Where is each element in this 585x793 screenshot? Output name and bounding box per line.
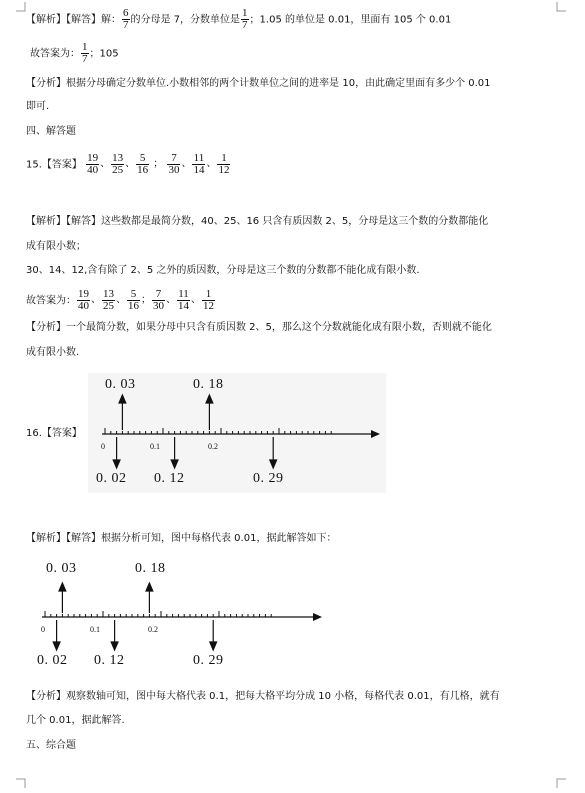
fraction-11-14: $\frac{11}{14}$ [193, 152, 205, 176]
nl2-label-0-02: 0. 02 [37, 653, 68, 668]
fraction-1-7-answer: $\frac{1}{7}$ [82, 41, 88, 65]
fraction-7-30: $\frac{7}{30}$ [168, 152, 180, 176]
nl2-label-0-12: 0. 12 [94, 653, 125, 668]
nl2-tick-0: 0 [41, 625, 45, 634]
fenxi-q14-line2: 即可. [26, 101, 50, 112]
fraction-1-12: $\frac{1}{12}$ [218, 152, 230, 176]
fenxi-q16-line1: 【分析】观察数轴可知，图中每大格代表 0.1，把每大格平均分成 10 小格，每格代表 0.01，有几格，就有 [26, 691, 500, 702]
analysis-q16: 【解析】【解答】根据分析可知，图中每格代表 0.01，据此解答如下： [26, 533, 337, 544]
fraction-6-7: $\frac{6}{7}$ [123, 7, 129, 31]
nl1-label-0-02: 0. 02 [96, 471, 127, 486]
nl1-tick-0: 0 [101, 442, 105, 451]
analysis-q14-mid: 的分母是 7，分数单位是 [130, 14, 241, 26]
fenxi-q15-line1: 【分析】一个最简分数，如果分母中只含有质因数 2、5，那么这个分数就能化成有限小数，否则就不能化 [26, 322, 492, 333]
nl1-label-0-12: 0. 12 [154, 471, 185, 486]
nl2-tick-0-1: 0.1 [90, 625, 100, 634]
analysis-q15-line3: 30、14、12,含有除了 2、5 之外的质因数，分母是这三个数的分数都不能化成有限小数. [26, 265, 420, 276]
fraction-11-14-b: $\frac{11}{14}$ [178, 288, 189, 312]
answer-q14 [30, 42, 119, 65]
fenxi-q15-line2: 成有限小数. [26, 347, 80, 358]
fraction-5-16: $\frac{5}{16}$ [137, 152, 149, 176]
section-heading-5: 五、综合题 [26, 740, 76, 751]
nl1-label-0-18: 0. 18 [193, 377, 224, 392]
number-line-answer [88, 373, 386, 493]
nl2-label-0-18: 0. 18 [135, 561, 166, 576]
nl1-label-0-03: 0. 03 [105, 377, 136, 392]
answer-q15-repeat: 故答案为： $\frac{19}{40}$ 、 $\frac{13}{25}$ 、 $\frac{5}{16}$ ； $\frac{7}{30}$ 、 $\frac{11}{14}$ 、 $\frac{1}{12}$ [26, 288, 214, 312]
fraction-1-7: $\frac{1}{7}$ [242, 7, 248, 31]
answer-q15-prefix: 故答案为： [26, 295, 76, 307]
fraction-19-40-b: $\frac{19}{40}$ [78, 288, 89, 312]
analysis-q15-line2: 成有限小数； [26, 241, 86, 252]
analysis-q14-rest: ；1.05 的单位是 0.01，里面有 105 个 0.01 [249, 14, 452, 26]
nl1-tick-0-1: 0.1 [150, 442, 160, 451]
fraction-1-12-b: $\frac{1}{12}$ [203, 288, 214, 312]
corner-mark-top-right [556, 2, 566, 12]
corner-mark-bottom-left [16, 778, 26, 788]
section-heading-4: 四、解答题 [26, 126, 76, 137]
corner-mark-bottom-right [556, 778, 566, 788]
q16-label: 16.【答案】 [26, 428, 82, 439]
fenxi-q14-line1: 【分析】根据分母确定分数单位.小数相邻的两个计数单位之间的进率是 10，由此确定里面有多少个 0.01 [26, 78, 491, 89]
answer-q15: 15.【答案】 $\frac{19}{40}$ 、 $\frac{13}{25}$ 、 $\frac{5}{16}$ ； $\frac{7}{30}$ 、 $\frac{11}{14}$ 、 $\frac{1}{12}$ [26, 152, 230, 176]
q15-label: 15.【答案】 [26, 159, 82, 171]
nl2-tick-0-2: 0.2 [148, 625, 158, 634]
fenxi-q16-line2: 几个 0.01，据此解答. [26, 715, 125, 726]
corner-mark-top-left [16, 2, 26, 12]
fraction-13-25: $\frac{13}{25}$ [112, 152, 124, 176]
fraction-5-16-b: $\frac{5}{16}$ [128, 288, 139, 312]
analysis-q14 [26, 8, 451, 31]
fraction-7-30-b: $\frac{7}{30}$ [153, 288, 164, 312]
answer-q14-rest: ；105 [89, 48, 119, 60]
nl1-tick-0-2: 0.2 [208, 442, 218, 451]
fraction-13-25-b: $\frac{13}{25}$ [103, 288, 114, 312]
answer-q14-prefix: 故答案为： [30, 48, 80, 60]
nl2-label-0-29: 0. 29 [193, 653, 224, 668]
number-line-solution [30, 557, 330, 675]
fraction-19-40: $\frac{19}{40}$ [87, 152, 99, 176]
nl2-label-0-03: 0. 03 [46, 561, 77, 576]
analysis-q15-line1: 【解析】【解答】这些数都是最简分数，40、25、16 只含有质因数 2、5，分母是这三个数的分数都能化 [26, 216, 489, 227]
nl1-label-0-29: 0. 29 [253, 471, 284, 486]
analysis-q14-prefix: 【解析】【解答】解： [26, 14, 121, 26]
